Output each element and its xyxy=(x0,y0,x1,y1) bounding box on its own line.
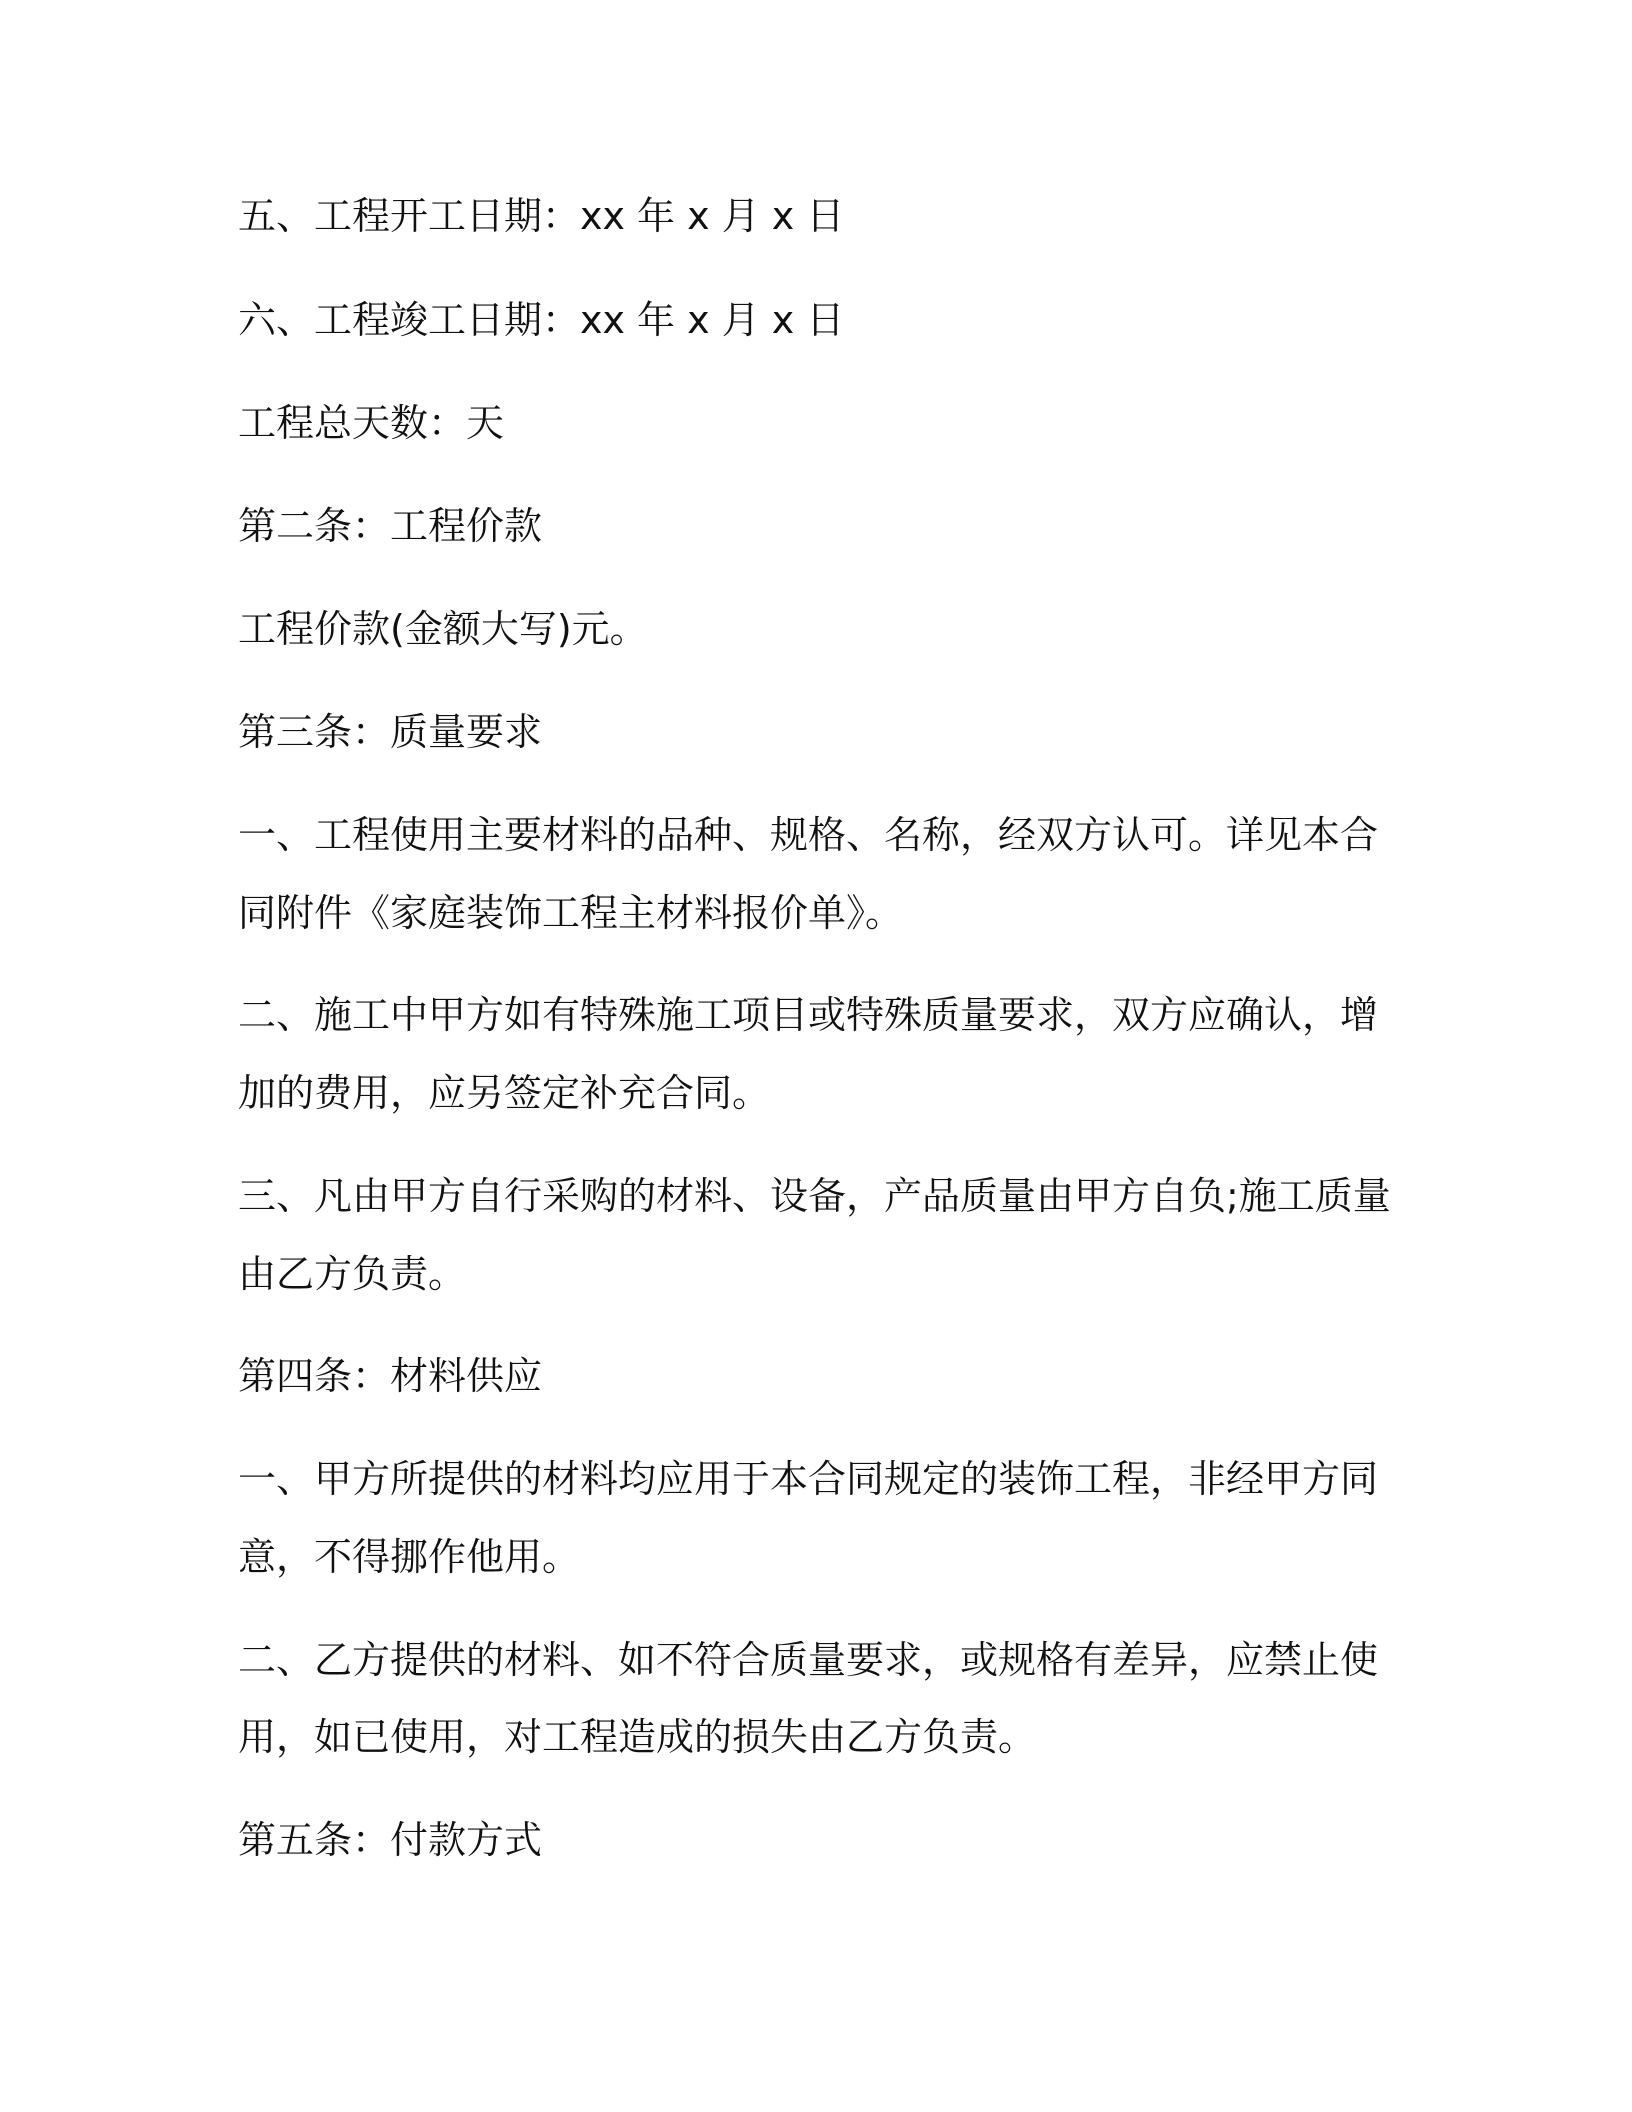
article-3-heading: 第三条：质量要求 xyxy=(238,710,543,754)
article-2-heading: 第二条：工程价款 xyxy=(238,504,543,548)
supply-item-1-line-1: 一、甲方所提供的材料均应用于本合同规定的装饰工程，非经甲方同 xyxy=(238,1457,1379,1501)
price-line: 工程价款(金额大写)元。 xyxy=(238,607,648,651)
supply-item-2-line-1: 二、乙方提供的材料、如不符合质量要求，或规格有差异，应禁止使 xyxy=(238,1638,1379,1682)
article-4-heading: 第四条：材料供应 xyxy=(238,1354,543,1398)
quality-item-3-line-2: 由乙方负责。 xyxy=(238,1252,467,1296)
quality-item-2-line-2: 加的费用，应另签定补充合同。 xyxy=(238,1071,771,1115)
quality-item-3-line-1: 三、凡由甲方自行采购的材料、设备，产品质量由甲方自负;施工质量 xyxy=(238,1174,1391,1218)
quality-item-1-line-2: 同附件《家庭装饰工程主材料报价单》。 xyxy=(238,891,904,935)
total-days-line: 工程总天数：天 xyxy=(238,401,505,445)
quality-item-1-line-1: 一、工程使用主要材料的品种、规格、名称，经双方认可。详见本合 xyxy=(238,813,1379,857)
quality-item-2-line-1: 二、施工中甲方如有特殊施工项目或特殊质量要求，双方应确认，增 xyxy=(238,993,1379,1037)
start-date-line: 五、工程开工日期：xx 年 x 月 x 日 xyxy=(238,194,845,238)
article-5-heading: 第五条：付款方式 xyxy=(238,1818,543,1862)
completion-date-line: 六、工程竣工日期：xx 年 x 月 x 日 xyxy=(238,298,845,342)
supply-item-2-line-2: 用，如已使用，对工程造成的损失由乙方负责。 xyxy=(238,1715,1037,1759)
supply-item-1-line-2: 意，不得挪作他用。 xyxy=(238,1535,581,1579)
